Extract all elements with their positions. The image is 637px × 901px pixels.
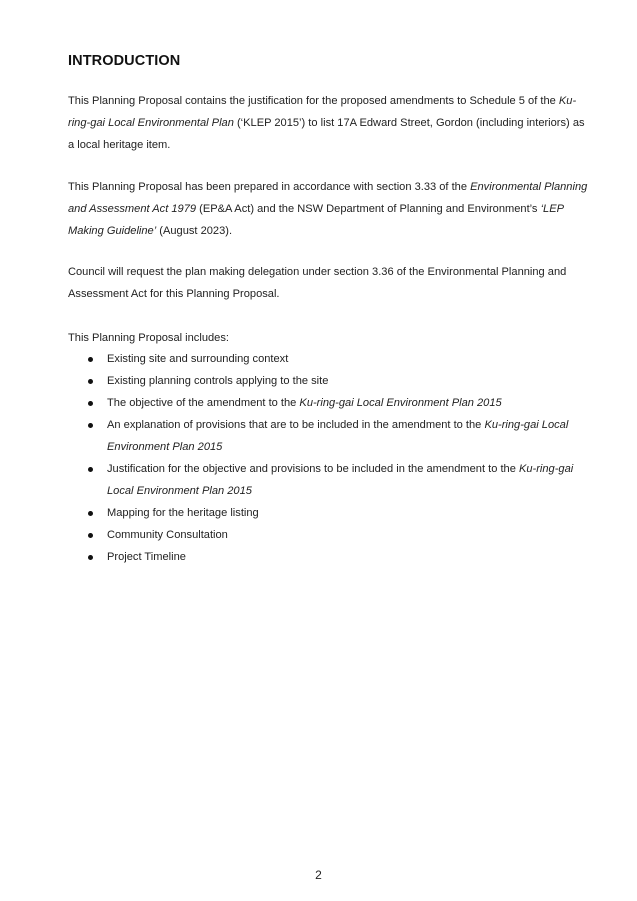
list-item	[68, 392, 588, 414]
list-item	[68, 370, 588, 392]
list-item-italic: Ku-ring-gai Local Environment Plan 2015	[299, 397, 502, 409]
list-item	[68, 502, 588, 524]
paragraph-purpose-text-a: This Planning Proposal contains the justification for the proposed amendments to Schedule 5 of the	[68, 95, 559, 107]
bullet-icon	[88, 533, 93, 538]
list-item-text: Project Timeline	[107, 551, 186, 563]
list-item-text: Community Consultation	[107, 529, 228, 541]
list-item-text: Existing site and surrounding context	[107, 353, 289, 365]
paragraph-legislation-text-a: This Planning Proposal has been prepared in accordance with section 3.33 of the	[68, 181, 471, 193]
bullet-icon	[88, 379, 93, 384]
guideline-title-italic: ‘LEP Making Guideline’	[68, 203, 564, 237]
bullet-icon	[88, 401, 93, 406]
list-item-text: An explanation of provisions that are to be included in the amendment to the	[107, 419, 485, 431]
list-item	[68, 348, 588, 370]
paragraph-legislation	[68, 176, 588, 242]
list-item	[68, 546, 588, 568]
includes-list	[68, 348, 588, 568]
paragraph-purpose	[68, 90, 588, 156]
plan-title-italic: Ku-ring-gai Local Environmental Plan	[68, 95, 577, 129]
list-item	[68, 414, 588, 458]
list-item-italic: Ku-ring-gai Local Environment Plan 2015	[107, 463, 574, 497]
paragraph-legislation-text-c: (EP&A Act) and the NSW Department of Planning and Environment’s	[196, 203, 541, 215]
bullet-icon	[88, 467, 93, 472]
list-item	[68, 458, 588, 502]
paragraph-delegation: Council will request the plan making delegation under section 3.36 of the Environmental Planning and Assessment Act for this Planning Proposal.	[68, 266, 567, 300]
list-item-italic: Ku-ring-gai Local Environment Plan 2015	[107, 419, 569, 453]
bullet-icon	[88, 357, 93, 362]
list-item-text: Justification for the objective and provisions to be included in the amendment to the	[107, 463, 519, 475]
section-heading: INTRODUCTION	[68, 53, 181, 69]
act-title-italic: Environmental Planning and Assessment Act 1979	[68, 181, 588, 215]
page-number: 2	[315, 868, 322, 882]
list-item-text: Mapping for the heritage listing	[107, 507, 259, 519]
list-item	[68, 524, 588, 546]
bullet-icon	[88, 511, 93, 516]
bullet-icon	[88, 555, 93, 560]
paragraph-includes-intro: This Planning Proposal includes:	[68, 332, 229, 344]
list-item-text: The objective of the amendment to the	[107, 397, 300, 409]
paragraph-legislation-text-e: (August 2023).	[156, 225, 233, 237]
paragraph-purpose-text-c: (‘KLEP 2015’) to list 17A Edward Street, Gordon (including interiors) as a local heritage item.	[68, 117, 585, 151]
list-item-text: Existing planning controls applying to the site	[107, 375, 329, 387]
bullet-icon	[88, 423, 93, 428]
